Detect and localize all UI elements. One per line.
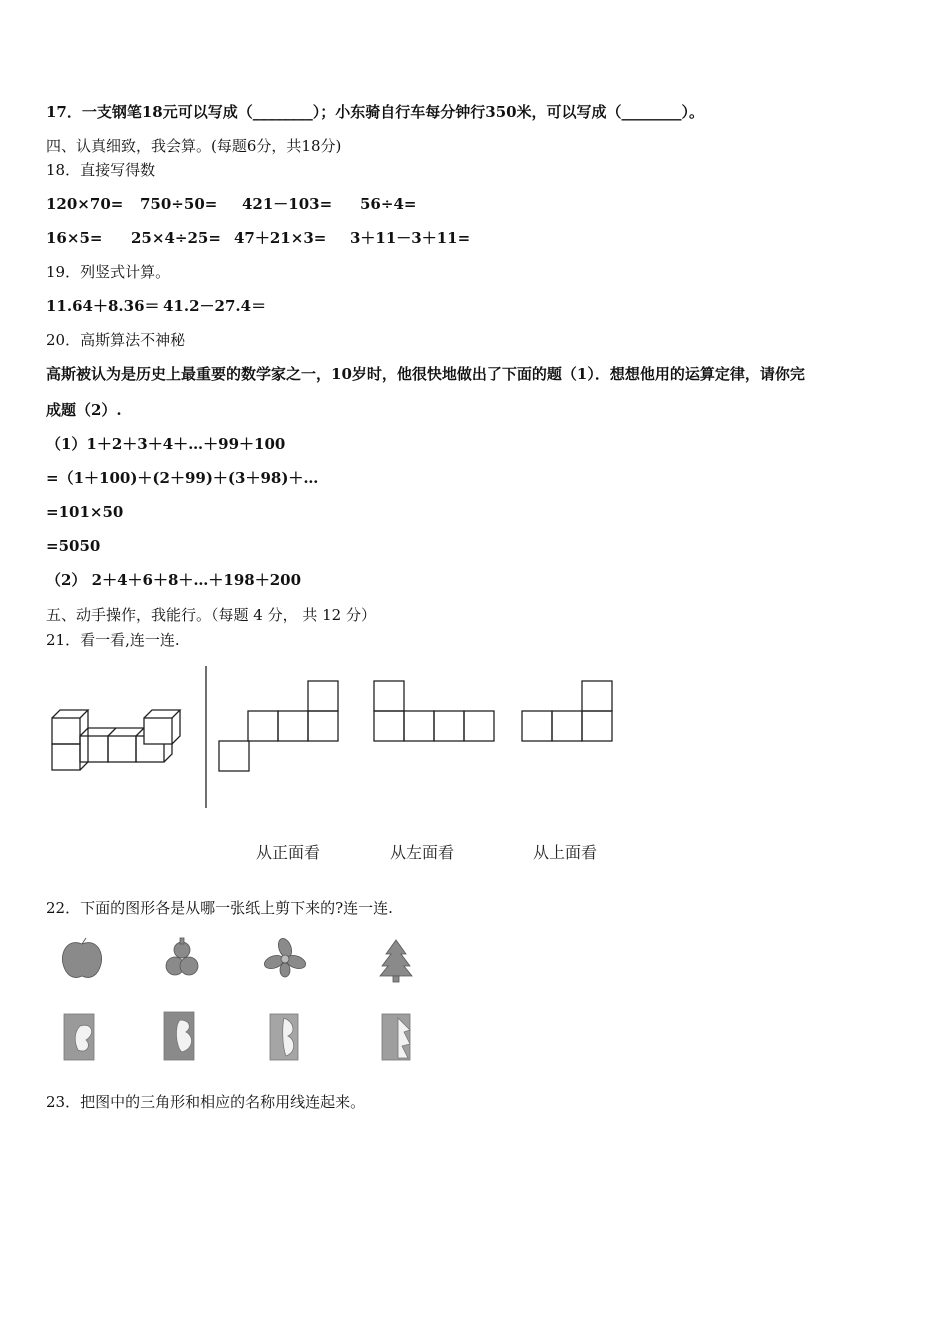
caption-left-view: 从左面看 [390,843,455,862]
question-17: 17．一支钢笔18元可以写成（________）；小东骑自行车每分钟行350米，可以写成（________）。 [46,103,705,121]
calc-item: 56÷4= [360,195,417,213]
paper-sheet-3 [270,1014,298,1060]
question-20-paragraph-cont: 成题（2）. [46,401,122,419]
caption-front-view: 从正面看 [256,843,321,862]
question-20-paragraph: 高斯被认为是历史上最重要的数学家之一，10岁时，他很快地做出了下面的题（1）．想想他用的运算定律，请你完 [46,365,805,383]
paper-sheet-4 [382,1014,410,1060]
vertical-calc-item: 41.2－27.4＝ [163,297,267,315]
paper-sheet-1 [64,1014,94,1060]
gauss-line-2: =（1＋100)＋(2＋99)＋(3＋98)＋… [46,469,319,487]
section-5-heading: 五、动手操作，我能行。（每题 4 分， 共 12 分） [46,606,376,624]
question-22-title: 22．下面的图形各是从哪一张纸上剪下来的?连一连. [46,899,393,917]
gauss-line-5: （2） 2＋4＋6＋8＋…＋198＋200 [46,571,302,589]
question-18-title: 18．直接写得数 [46,161,156,179]
view-shape-2 [374,681,494,741]
calc-item: 25×4÷25= [131,229,221,247]
gauss-line-3: =101×50 [46,503,124,521]
question-19-title: 19．列竖式计算。 [46,263,171,281]
vertical-calc-item: 11.64＋8.36＝ [46,297,160,315]
section-4-heading: 四、认真细致，我会算。(每题6分，共18分) [46,137,342,155]
question-23-title: 23．把图中的三角形和相应的名称用线连起来。 [46,1093,366,1111]
gauss-line-1: （1）1＋2＋3＋4＋…＋99＋100 [46,435,286,453]
flower-shape [263,937,308,977]
apple-shape [62,938,101,978]
view-shape-3 [522,681,612,741]
caption-top-view: 从上面看 [533,843,598,862]
tree-shape [380,940,412,982]
calc-item: 120×70= [46,195,124,213]
question-20-title: 20．高斯算法不神秘 [46,331,186,349]
gourd-shape [166,938,198,975]
calc-item: 421－103= [242,195,333,213]
question-21-title: 21．看一看,连一连. [46,631,180,649]
calc-item: 3＋11－3＋11= [350,229,471,247]
calc-item: 16×5= [46,229,103,247]
calc-item: 47＋21×3= [234,229,327,247]
calc-item: 750÷50= [140,195,218,213]
cube-solid-figure [52,710,180,770]
view-shape-1 [219,681,338,771]
paper-sheet-2 [164,1012,194,1060]
gauss-line-4: =5050 [46,537,101,555]
